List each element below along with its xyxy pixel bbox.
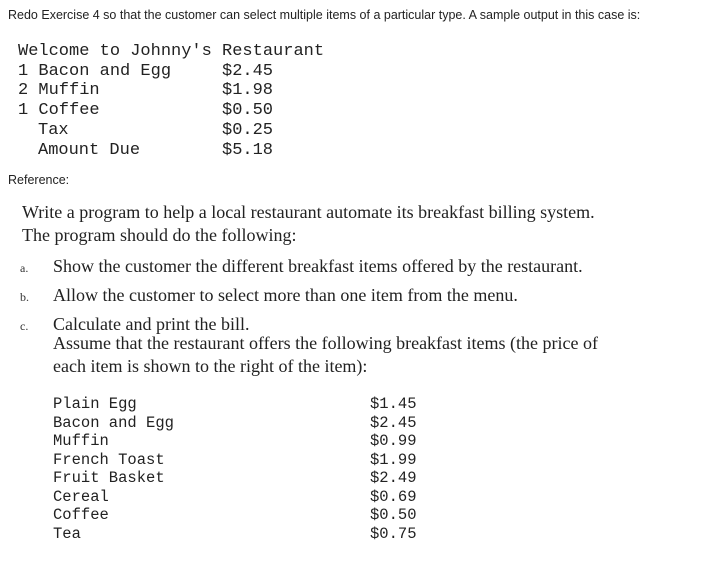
sample-amount-due-line [18, 141, 324, 161]
menu-item-name: Coffee [53, 506, 109, 524]
sample-line-label: 1 Coffee [18, 101, 100, 121]
menu-item-name: Cereal [53, 487, 109, 506]
sample-tax-price: $0.25 [222, 120, 274, 140]
sample-tax-label: Tax [38, 120, 69, 140]
menu-row [53, 395, 417, 414]
sample-output-header [18, 42, 324, 62]
breakfast-menu [53, 395, 417, 543]
menu-item-name: Bacon and Egg [53, 413, 174, 432]
menu-item-name: Fruit Basket [53, 469, 165, 487]
list-item [20, 284, 620, 307]
reference-paragraph: Write a program to help a local restaurant automate its breakfast billing system. The program should do the following: [22, 202, 595, 245]
list-item-text: Calculate and print the bill. [53, 314, 250, 334]
menu-item-price: $1.99 [370, 450, 417, 469]
sample-line [18, 81, 324, 101]
menu-row [53, 469, 417, 488]
list-item-text: Allow the customer to select more than one item from the menu. [53, 285, 518, 305]
reference-label: Reference: [8, 173, 70, 187]
sample-line-price: $1.98 [222, 81, 274, 101]
list-item-text: Show the customer the different breakfast items offered by the restaurant. [53, 256, 583, 276]
list-marker: c. [20, 319, 29, 333]
menu-item-price: $0.75 [370, 524, 417, 543]
list-marker: b. [20, 290, 29, 304]
sample-header-text: Welcome to Johnny's Restaurant [18, 42, 325, 61]
sample-line [18, 62, 324, 82]
menu-item-name: French Toast [53, 450, 165, 469]
menu-intro-paragraph: Assume that the restaurant offers the following breakfast items (the price of each item is shown to the right of the item): [53, 333, 598, 376]
sample-line-price: $2.45 [222, 61, 274, 81]
menu-row [53, 451, 417, 470]
menu-item-name: Muffin [53, 432, 109, 450]
sample-amount-due-label: Amount Due [38, 140, 141, 160]
sample-line-label: 1 Bacon and Egg [18, 61, 172, 81]
menu-item-price: $0.69 [370, 487, 417, 506]
menu-item-price: $2.45 [370, 413, 417, 432]
menu-item-price: $2.49 [370, 469, 417, 487]
menu-row [53, 488, 417, 507]
menu-item-price: $1.45 [370, 395, 417, 413]
requirements-list [20, 255, 620, 342]
menu-item-price: $0.50 [370, 506, 417, 524]
sample-output [18, 42, 324, 160]
menu-row [53, 414, 417, 433]
list-item [20, 255, 620, 278]
sample-line [18, 101, 324, 121]
menu-row [53, 432, 417, 451]
menu-row [53, 525, 417, 544]
list-marker: a. [20, 261, 29, 275]
menu-item-name: Plain Egg [53, 395, 137, 413]
exercise-instruction: Redo Exercise 4 so that the customer can select multiple items of a particular type. A sample output in this case is: [8, 8, 641, 22]
menu-item-name: Tea [53, 524, 81, 543]
sample-line-price: $0.50 [222, 101, 274, 121]
menu-item-price: $0.99 [370, 432, 417, 450]
sample-tax-line [18, 121, 324, 141]
menu-row [53, 506, 417, 525]
sample-line-label: 2 Muffin [18, 81, 100, 101]
sample-amount-due-price: $5.18 [222, 140, 274, 160]
